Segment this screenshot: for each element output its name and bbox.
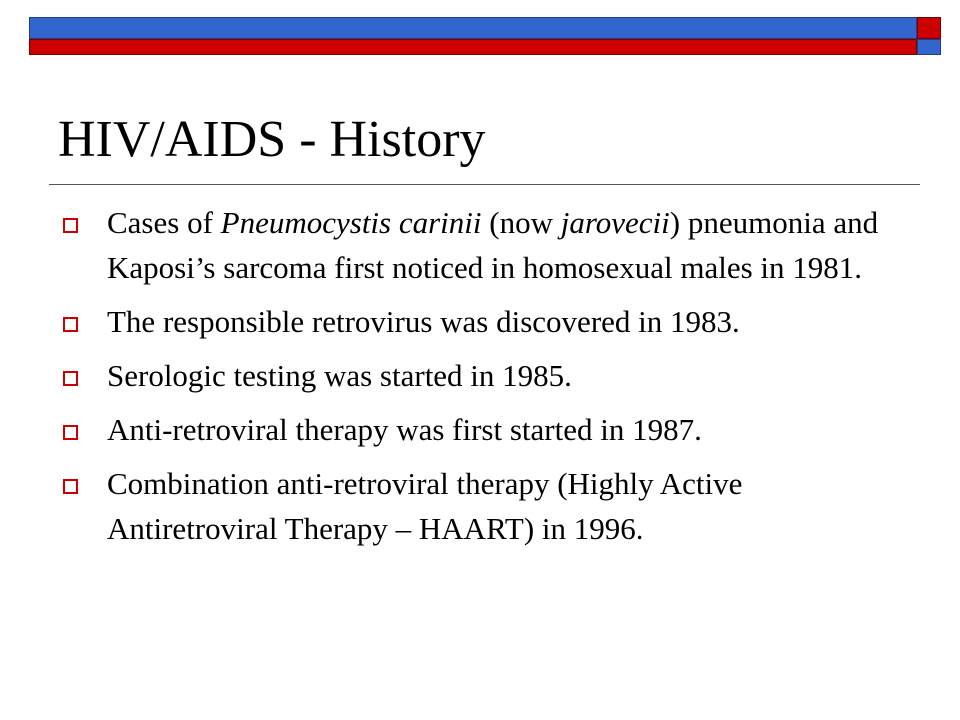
bullet-text: Serologic testing was started in 1985. <box>107 358 572 393</box>
hollow-square-bullet-icon <box>63 218 78 233</box>
organism-name: Pneumocystis carinii <box>220 205 482 240</box>
header-square-blue <box>917 39 941 55</box>
bullet-text: Combination anti-retroviral therapy (Highly Active Antiretroviral Therapy – HAART) in 1996. <box>107 466 743 546</box>
bullet-item <box>60 299 900 344</box>
bullet-list <box>60 200 900 560</box>
hollow-square-bullet-icon <box>63 479 78 494</box>
hollow-square-bullet-icon <box>63 317 78 332</box>
hollow-square-bullet-icon <box>63 425 78 440</box>
hollow-square-bullet-icon <box>63 371 78 386</box>
bullet-item <box>60 407 900 452</box>
bullet-text: The responsible retrovirus was discovered in 1983. <box>107 304 740 339</box>
slide-title: HIV/AIDS - History <box>58 111 486 168</box>
title-divider <box>49 184 920 185</box>
header-bar-red <box>29 39 917 55</box>
bullet-text: Anti-retroviral therapy was first started in 1987. <box>107 412 702 447</box>
organism-new-name: jarovecii <box>560 205 670 240</box>
bullet-item <box>60 461 900 551</box>
header-square-red <box>917 17 941 39</box>
bullet-text: Cases of Pneumocystis carinii (now jarovecii) pneumonia and Kaposi’s sarcoma first noticed in homosexual males in 1981. <box>107 205 879 285</box>
bullet-item <box>60 200 900 290</box>
header-bar-blue <box>29 17 917 39</box>
bullet-item <box>60 353 900 398</box>
